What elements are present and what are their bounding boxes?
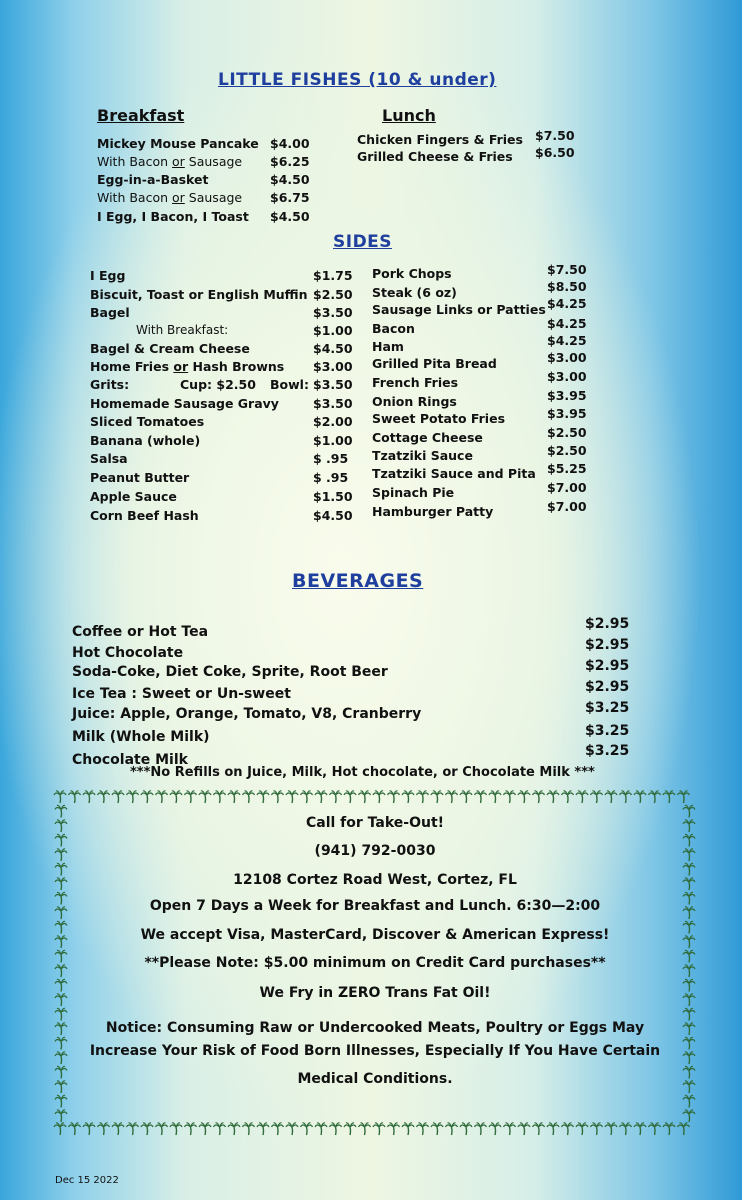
palm-tree-icon: [127, 791, 139, 803]
lunch-item-name: Grilled Cheese & Fries: [357, 149, 513, 164]
side-item-price: $ .95: [313, 451, 349, 466]
palm-tree-icon: [518, 1123, 530, 1135]
health-notice-line-2: Increase Your Risk of Food Born Illnesses, Especially If You Have Certain: [89, 1043, 661, 1059]
palm-tree-icon: [547, 1123, 559, 1135]
palm-tree-icon: [504, 1123, 516, 1135]
side-item-price: $8.50: [547, 279, 587, 294]
side-item-name: Corn Beef Hash: [90, 508, 199, 523]
hours-text: Open 7 Days a Week for Breakfast and Lunch. 6:30—2:00: [149, 898, 601, 914]
beverage-item-name: Hot Chocolate: [72, 645, 184, 661]
side-item-name: Hamburger Patty: [372, 504, 494, 519]
breakfast-item-price: $4.50: [270, 209, 310, 224]
palm-tree-icon: [683, 1008, 695, 1020]
palm-tree-icon: [141, 791, 153, 803]
side-item-price: $3.00: [547, 369, 587, 384]
palm-tree-icon: [620, 791, 632, 803]
palm-tree-icon: [243, 791, 255, 803]
side-item-price: $3.95: [547, 406, 587, 421]
palm-tree-icon: [127, 1123, 139, 1135]
credit-minimum-note: **Please Note: $5.00 minimum on Credit Card purchases**: [144, 955, 606, 971]
side-item-name: Ham: [372, 339, 404, 354]
side-item-price: $4.25: [547, 316, 587, 331]
side-item-name: Onion Rings: [372, 394, 457, 409]
palm-tree-icon: [55, 1008, 67, 1020]
palm-tree-icon: [228, 1123, 240, 1135]
palm-tree-icon: [446, 791, 458, 803]
side-item-price: $3.50: [313, 305, 353, 320]
palm-tree-icon: [489, 1123, 501, 1135]
little-fishes-title: LITTLE FISHES (10 & under): [218, 70, 497, 90]
palm-tree-icon: [388, 1123, 400, 1135]
beverage-item-name: Soda-Coke, Diet Coke, Sprite, Root Beer: [72, 664, 388, 680]
side-item-price: $3.50: [313, 377, 353, 392]
breakfast-item-name: Egg-in-a-Basket: [97, 172, 209, 187]
palm-tree-icon: [69, 791, 81, 803]
palm-tree-icon: [547, 791, 559, 803]
side-item-name: Salsa: [90, 451, 128, 466]
side-item-name: Bagel: [90, 305, 130, 320]
palm-tree-icon: [475, 791, 487, 803]
item-name-part: or: [172, 190, 185, 205]
palm-tree-icon: [286, 791, 298, 803]
side-item-name: Banana (whole): [90, 433, 201, 448]
beverage-item-price: $3.25: [585, 743, 630, 759]
beverage-item-price: $3.25: [585, 723, 630, 739]
side-item-price: $2.50: [313, 287, 353, 302]
palm-tree-icon: [214, 791, 226, 803]
breakfast-item-name: Mickey Mouse Pancake: [97, 136, 259, 151]
palm-tree-icon: [257, 791, 269, 803]
side-item-name: Cottage Cheese: [372, 430, 483, 445]
takeout-text: Call for Take-Out!: [305, 815, 445, 831]
palm-tree-icon: [605, 791, 617, 803]
item-name-part: Home Fries: [90, 359, 174, 374]
side-item-name: Bacon: [372, 321, 415, 336]
sides-title: SIDES: [333, 232, 393, 252]
trans-fat-text: We Fry in ZERO Trans Fat Oil!: [259, 985, 491, 1001]
palm-tree-icon: [112, 1123, 124, 1135]
palm-tree-icon: [243, 1123, 255, 1135]
breakfast-item-name: [97, 154, 242, 169]
side-item-price: $ .95: [313, 470, 349, 485]
breakfast-item-name: [97, 190, 242, 205]
item-name-part: Hash Browns: [188, 359, 285, 374]
palm-tree-icon: [301, 791, 313, 803]
beverage-item-price: $2.95: [585, 637, 630, 653]
beverages-title: BEVERAGES: [292, 570, 424, 592]
side-item-price: $4.25: [547, 333, 587, 348]
palm-tree-icon: [170, 1123, 182, 1135]
palm-tree-icon: [83, 791, 95, 803]
side-item-price: $3.95: [547, 388, 587, 403]
palm-tree-icon: [344, 791, 356, 803]
side-item-price: $2.50: [547, 443, 587, 458]
palm-tree-icon: [663, 1123, 675, 1135]
palm-tree-icon: [301, 1123, 313, 1135]
side-item-price: $4.50: [313, 508, 353, 523]
breakfast-heading: Breakfast: [97, 106, 185, 125]
palm-tree-icon: [576, 791, 588, 803]
palm-tree-icon: [683, 1095, 695, 1107]
palm-tree-icon: [83, 1123, 95, 1135]
palm-tree-icon: [431, 791, 443, 803]
palm-tree-icon: [257, 1123, 269, 1135]
palm-tree-icon: [460, 791, 472, 803]
breakfast-item-price: $4.50: [270, 172, 310, 187]
lunch-item-name: Chicken Fingers & Fries: [357, 132, 523, 147]
palm-tree-icon: [373, 1123, 385, 1135]
item-name-part: or: [173, 359, 189, 374]
palm-tree-icon: [388, 791, 400, 803]
side-item-price: $7.00: [547, 499, 587, 514]
palm-tree-icon: [562, 1123, 574, 1135]
palm-tree-icon: [402, 1123, 414, 1135]
palm-tree-icon: [518, 791, 530, 803]
side-item-price: $2.50: [547, 425, 587, 440]
side-item-name: Sausage Links or Patties: [372, 302, 546, 317]
health-notice-line-3: Medical Conditions.: [297, 1071, 453, 1087]
palm-tree-icon: [98, 1123, 110, 1135]
side-item-name: [90, 359, 284, 374]
palm-tree-icon: [170, 791, 182, 803]
palm-tree-icon: [678, 791, 690, 803]
grits-cup-price: Cup: $2.50: [180, 377, 256, 392]
palm-tree-icon: [683, 1110, 695, 1122]
beverage-item-price: $2.95: [585, 616, 630, 632]
palm-tree-icon: [330, 1123, 342, 1135]
beverage-item-name: Chocolate Milk: [72, 752, 188, 768]
beverage-item-price: $2.95: [585, 658, 630, 674]
side-item-name: Tzatziki Sauce: [372, 448, 473, 463]
breakfast-item-name: I Egg, I Bacon, I Toast: [97, 209, 249, 224]
beverages-refill-note: ***No Refills on Juice, Milk, Hot chocolate, or Chocolate Milk ***: [130, 765, 595, 780]
item-name-part: or: [172, 154, 185, 169]
lunch-item-price: $6.50: [535, 145, 575, 160]
beverage-item-price: $3.25: [585, 700, 630, 716]
palm-tree-icon: [330, 791, 342, 803]
side-item-price: $5.25: [547, 461, 587, 476]
palm-tree-icon: [199, 791, 211, 803]
side-item-name: Bagel & Cream Cheese: [90, 341, 250, 356]
side-item-name: With Breakfast:: [136, 323, 229, 337]
palm-tree-icon: [54, 1123, 66, 1135]
palm-tree-icon: [446, 1123, 458, 1135]
side-item-name: Spinach Pie: [372, 485, 455, 500]
palm-tree-icon: [417, 1123, 429, 1135]
palm-tree-icon: [315, 791, 327, 803]
palm-tree-icon: [141, 1123, 153, 1135]
cards-accepted-text: We accept Visa, MasterCard, Discover & American Express!: [140, 927, 610, 943]
palm-tree-icon: [272, 791, 284, 803]
grits-bowl-label: Bowl:: [270, 377, 309, 392]
palm-tree-icon: [185, 791, 197, 803]
palm-tree-icon: [475, 1123, 487, 1135]
side-item-name: Tzatziki Sauce and Pita: [372, 466, 536, 481]
side-item-price: $3.50: [313, 396, 353, 411]
beverage-item-name: Ice Tea : Sweet or Un-sweet: [72, 686, 291, 702]
footer-date: Dec 15 2022: [55, 1175, 119, 1186]
palm-tree-icon: [199, 1123, 211, 1135]
palm-tree-icon: [533, 791, 545, 803]
palm-tree-icon: [649, 1123, 661, 1135]
side-item-name: Grits:: [90, 377, 130, 392]
palm-tree-icon: [663, 791, 675, 803]
palm-tree-icon: [359, 1123, 371, 1135]
palm-tree-icon: [576, 1123, 588, 1135]
side-item-name: Sweet Potato Fries: [372, 411, 506, 426]
palm-tree-icon: [286, 1123, 298, 1135]
palm-tree-icon: [54, 791, 66, 803]
palm-tree-icon: [605, 1123, 617, 1135]
lunch-item-price: $7.50: [535, 128, 575, 143]
side-item-name: I Egg: [90, 268, 126, 283]
palm-tree-icon: [156, 1123, 168, 1135]
palm-tree-icon: [649, 791, 661, 803]
side-item-price: $1.75: [313, 268, 353, 283]
palm-tree-icon: [228, 791, 240, 803]
side-item-name: Peanut Butter: [90, 470, 190, 485]
beverage-item-name: Milk (Whole Milk): [72, 729, 210, 745]
side-item-price: $3.00: [547, 350, 587, 365]
side-item-price: $1.00: [313, 323, 353, 338]
beverage-item-name: Coffee or Hot Tea: [72, 624, 209, 640]
palm-tree-icon: [373, 791, 385, 803]
palm-tree-icon: [634, 1123, 646, 1135]
side-item-price: $1.50: [313, 489, 353, 504]
palm-tree-icon: [344, 1123, 356, 1135]
side-item-name: Sliced Tomatoes: [90, 414, 205, 429]
palm-tree-icon: [417, 791, 429, 803]
side-item-price: $7.50: [547, 262, 587, 277]
phone-number: (941) 792-0030: [314, 843, 436, 859]
palm-tree-icon: [489, 791, 501, 803]
side-item-name: Steak (6 oz): [372, 285, 457, 300]
item-name-part: With Bacon: [97, 190, 173, 205]
palm-tree-icon: [460, 1123, 472, 1135]
palm-tree-icon: [98, 791, 110, 803]
palm-tree-icon: [562, 791, 574, 803]
item-name-part: Sausage: [184, 190, 243, 205]
beverage-item-name: Juice: Apple, Orange, Tomato, V8, Cranberry: [72, 706, 422, 722]
palm-tree-icon: [315, 1123, 327, 1135]
palm-tree-icon: [214, 1123, 226, 1135]
side-item-price: $4.25: [547, 296, 587, 311]
palm-tree-icon: [620, 1123, 632, 1135]
palm-tree-icon: [156, 791, 168, 803]
side-item-name: French Fries: [372, 375, 459, 390]
palm-tree-icon: [185, 1123, 197, 1135]
side-item-price: $1.00: [313, 433, 353, 448]
breakfast-item-price: $6.25: [270, 154, 310, 169]
side-item-price: $7.00: [547, 480, 587, 495]
side-item-price: $3.00: [313, 359, 353, 374]
palm-tree-icon: [272, 1123, 284, 1135]
palm-tree-icon: [533, 1123, 545, 1135]
address-text: 12108 Cortez Road West, Cortez, FL: [233, 872, 517, 888]
breakfast-item-price: $6.75: [270, 190, 310, 205]
palm-tree-icon: [402, 791, 414, 803]
beverage-item-price: $2.95: [585, 679, 630, 695]
side-item-price: $2.00: [313, 414, 353, 429]
side-item-name: Pork Chops: [372, 266, 452, 281]
palm-tree-icon: [431, 1123, 443, 1135]
side-item-name: Biscuit, Toast or English Muffin: [90, 287, 308, 302]
breakfast-item-price: $4.00: [270, 136, 310, 151]
palm-tree-icon: [55, 1095, 67, 1107]
palm-tree-icon: [55, 1110, 67, 1122]
palm-tree-icon: [69, 1123, 81, 1135]
lunch-heading: Lunch: [382, 106, 436, 125]
side-item-name: Homemade Sausage Gravy: [90, 396, 279, 411]
side-item-name: Grilled Pita Bread: [372, 356, 497, 371]
palm-tree-icon: [634, 791, 646, 803]
palm-tree-icon: [112, 791, 124, 803]
side-item-name: Apple Sauce: [90, 489, 177, 504]
side-item-price: $4.50: [313, 341, 353, 356]
palm-tree-icon: [678, 1123, 690, 1135]
palm-tree-icon: [504, 791, 516, 803]
item-name-part: Sausage: [184, 154, 243, 169]
health-notice-line-1: Notice: Consuming Raw or Undercooked Meats, Poultry or Eggs May: [105, 1020, 645, 1036]
item-name-part: With Bacon: [97, 154, 173, 169]
palm-tree-icon: [591, 791, 603, 803]
palm-tree-icon: [591, 1123, 603, 1135]
palm-tree-icon: [359, 791, 371, 803]
